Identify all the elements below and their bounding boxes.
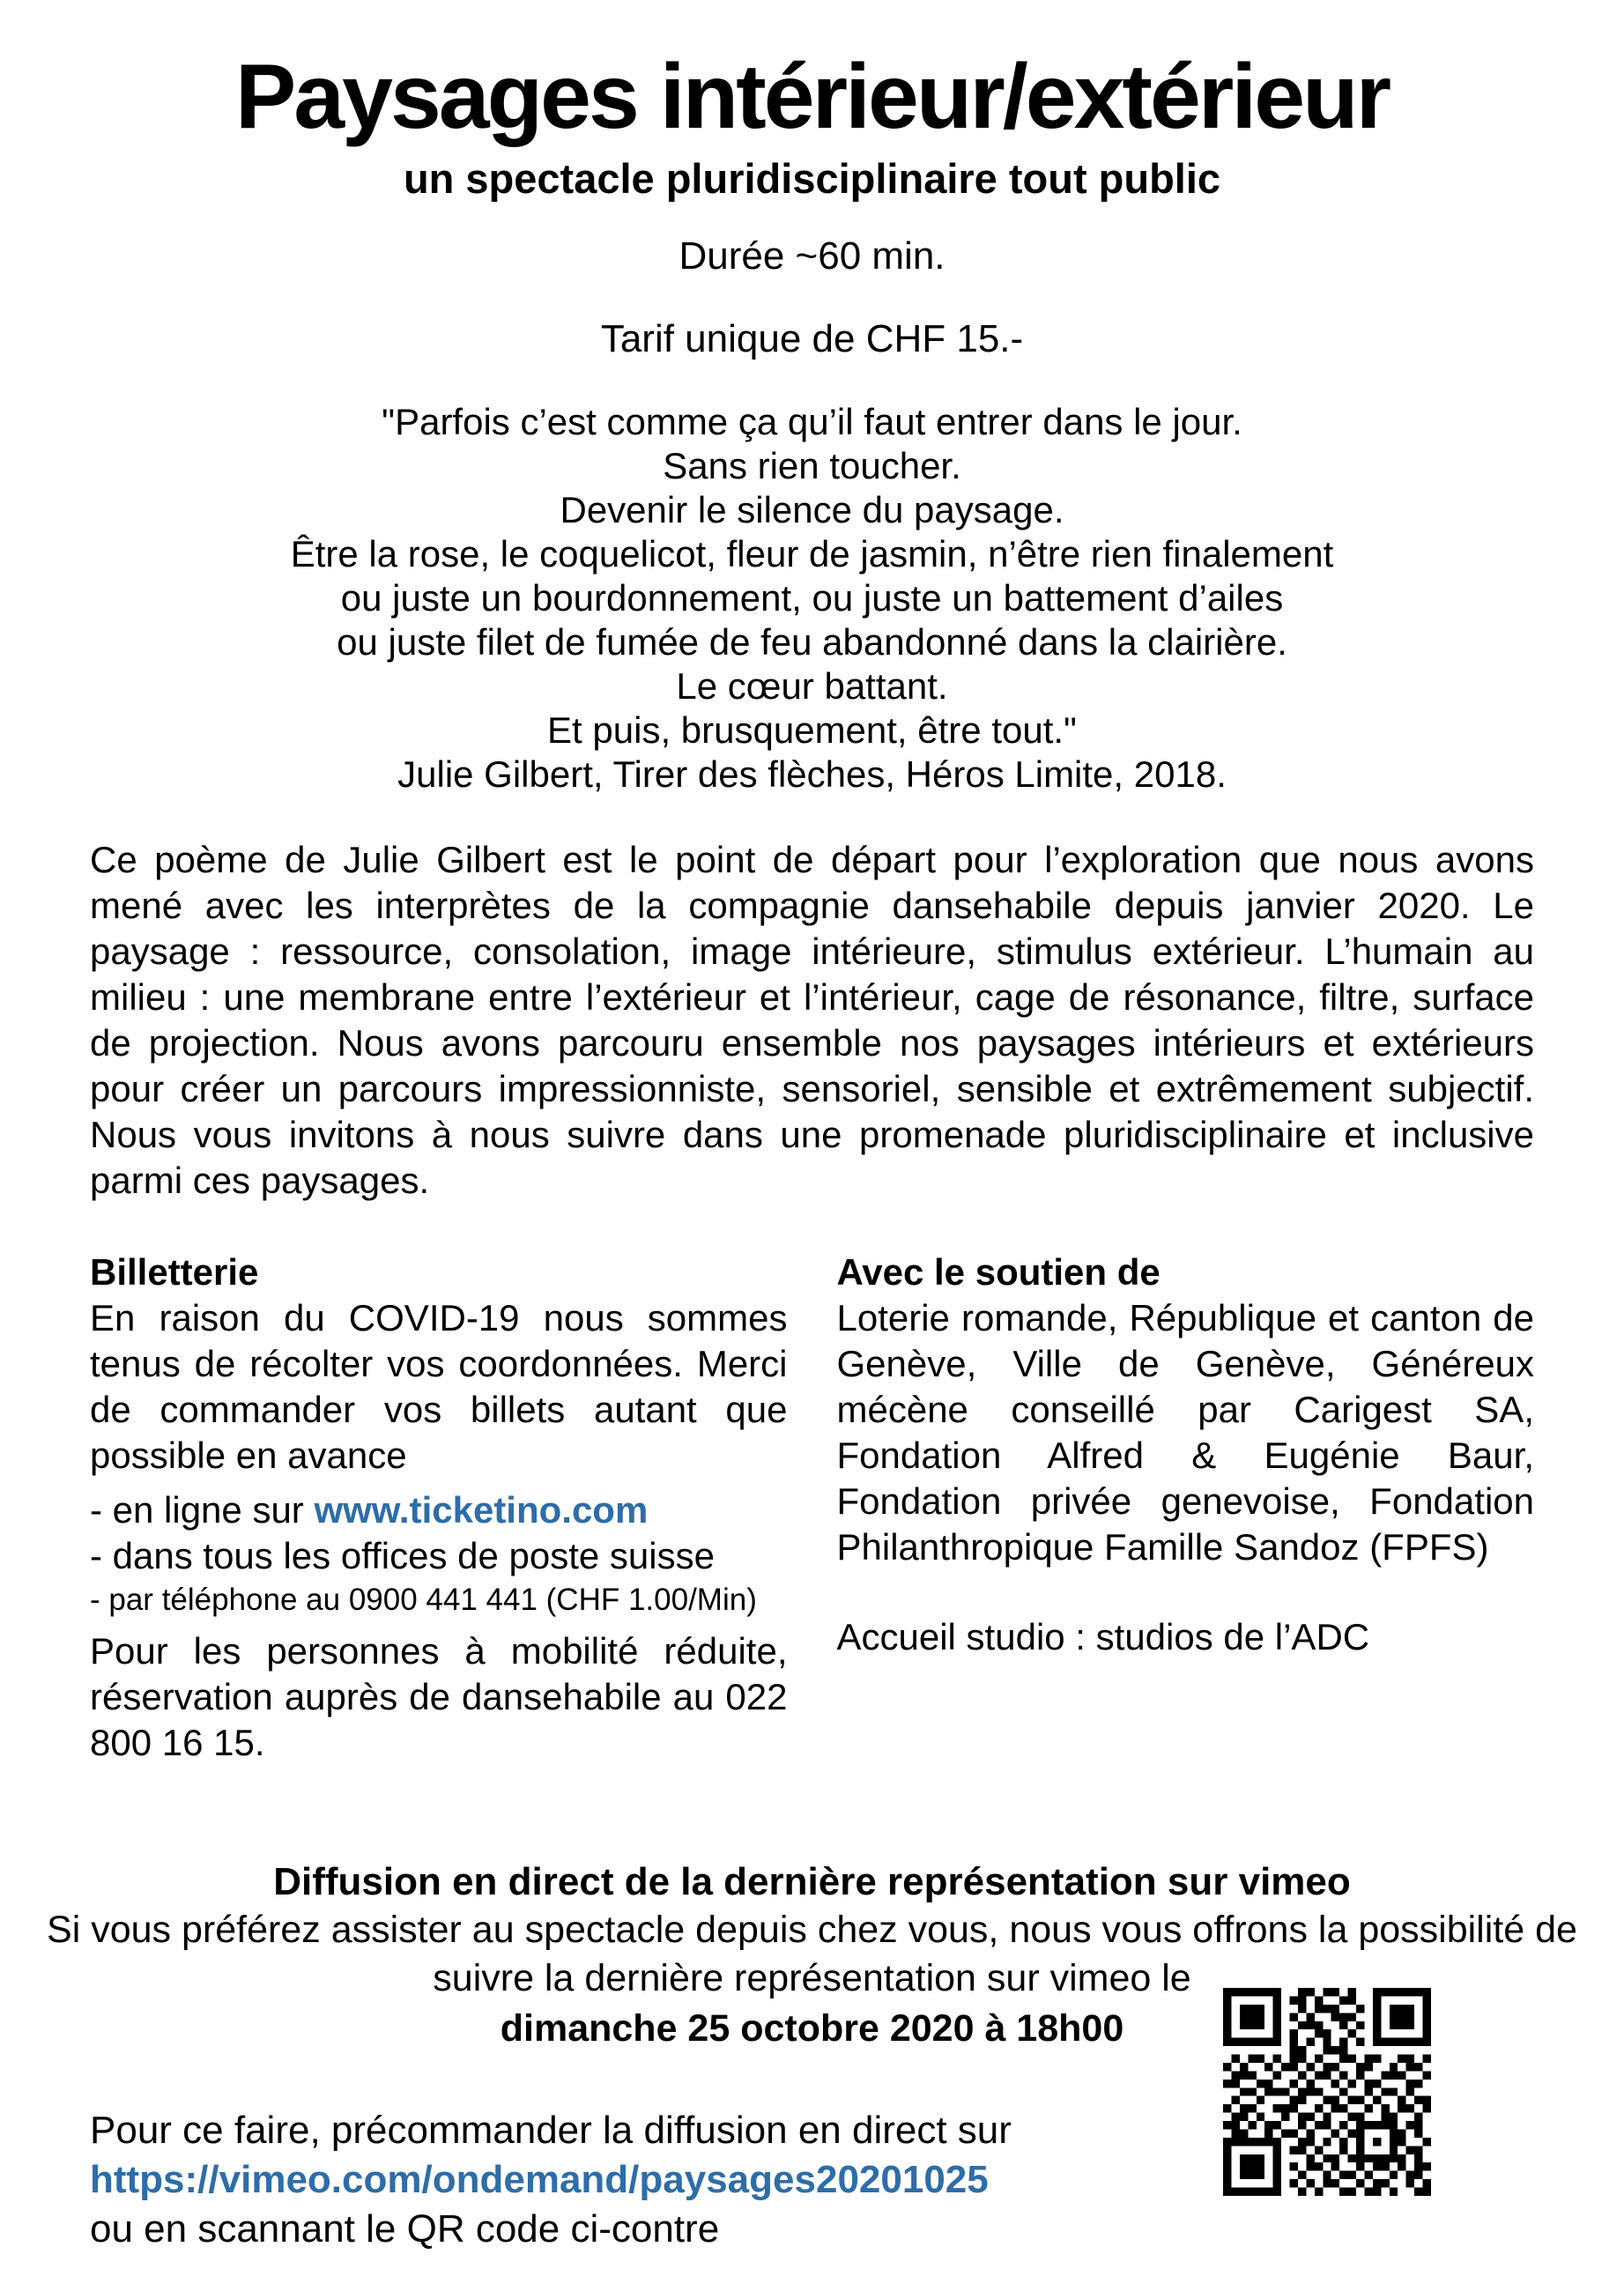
- ticketino-link[interactable]: www.ticketino.com: [314, 1489, 649, 1531]
- stream-body: Si vous préférez assister au spectacle depuis chez vous, nous vous offrons la possibilité de suivre la dernière représentation sur vimeo le: [47, 1909, 1577, 2000]
- price-text: Tarif unique de CHF 15.-: [600, 317, 1024, 361]
- support-column: [837, 1249, 1535, 1766]
- poem-line: "Parfois c’est comme ça qu’il faut entrer dans le jour.: [382, 401, 1242, 443]
- duration-text: Durée ~60 min.: [679, 234, 945, 278]
- poem-line: ou juste un bourdonnement, ou juste un battement d’ailes: [340, 577, 1284, 619]
- ticket-option-online: [90, 1487, 788, 1533]
- cta-block: [90, 2106, 1209, 2254]
- ticket-option-online-prefix: - en ligne sur: [90, 1489, 315, 1531]
- ticket-options: [90, 1487, 788, 1621]
- poem-credit: Julie Gilbert, Tirer des flèches, Héros Limite, 2018.: [397, 753, 1227, 796]
- poem-line: ou juste filet de fumée de feu abandonné dans la clairière.: [337, 621, 1287, 664]
- mobility-note: Pour les personnes à mobilité réduite, réservation auprès de dansehabile au 022 800 16 15.: [90, 1630, 788, 1764]
- ticket-option-phone: - par téléphone au 0900 441 441 (CHF 1.00/Min): [90, 1583, 757, 1618]
- stream-heading: Diffusion en direct de la dernière représentation sur vimeo: [273, 1860, 1351, 1904]
- billetterie-body: En raison du COVID-19 nous sommes tenus de récolter vos coordonnées. Merci de commander vos billets autant que possible en avance: [90, 1297, 788, 1477]
- cta-prefix: Pour ce faire, précommander la diffusion en direct sur: [90, 2109, 1012, 2153]
- cta-suffix: ou en scannant le QR code ci-contre: [90, 2207, 720, 2251]
- qr-code-vimeo-icon: [1223, 1988, 1431, 2196]
- page-title: Paysages intérieur/extérieur: [234, 46, 1390, 148]
- poem-line: Être la rose, le coquelicot, fleur de jasmin, n’être rien finalement: [290, 533, 1334, 575]
- header: [0, 0, 1624, 361]
- two-column-section: [90, 1249, 1534, 1766]
- billetterie-heading: Billetterie: [90, 1251, 259, 1294]
- poem: [0, 400, 1624, 797]
- poem-line: Le cœur battant.: [676, 665, 948, 708]
- vimeo-link[interactable]: https://vimeo.com/ondemand/paysages20201025: [90, 2158, 989, 2202]
- stream-date: dimanche 25 octobre 2020 à 18h00: [500, 2007, 1124, 2050]
- support-heading: Avec le soutien de: [836, 1251, 1161, 1294]
- poem-line: Devenir le silence du paysage.: [560, 489, 1064, 531]
- support-body: Loterie romande, République et canton de Genève, Ville de Genève, Généreux mécène conseillé par Carigest SA, Fondation Alfred & Eugénie Baur, Fondation privée genevoise, Fondation Philanthropique Famille Sandoz (FPFS): [836, 1297, 1534, 1568]
- page-subtitle: un spectacle pluridisciplinaire tout public: [403, 155, 1221, 203]
- poem-line: Et puis, brusquement, être tout.": [547, 709, 1077, 752]
- intro-paragraph: Ce poème de Julie Gilbert est le point de départ pour l’exploration que nous avons mené avec les interprètes de la compagnie dansehabile depuis janvier 2020. Le paysage : ressource, consolation, image intérieure, stimulus extérieur. L’humain au milieu : une membrane entre l’extérieur et l’intérieur, cage de résonance, filtre, surface de projection. Nous avons parcouru ensemble nos paysages intérieurs et extérieurs pour créer un parcours impressionniste, sensoriel, sensible et extrêmement subjectif. Nous vous invitons à nous suivre dans une promenade pluridisciplinaire et inclusive parmi ces paysages.: [90, 839, 1534, 1202]
- ticket-option-post: - dans tous les offices de poste suisse: [90, 1535, 715, 1577]
- poem-line: Sans rien toucher.: [663, 445, 961, 487]
- billetterie-column: [90, 1249, 788, 1766]
- studio-note: Accueil studio : studios de l’ADC: [836, 1616, 1370, 1658]
